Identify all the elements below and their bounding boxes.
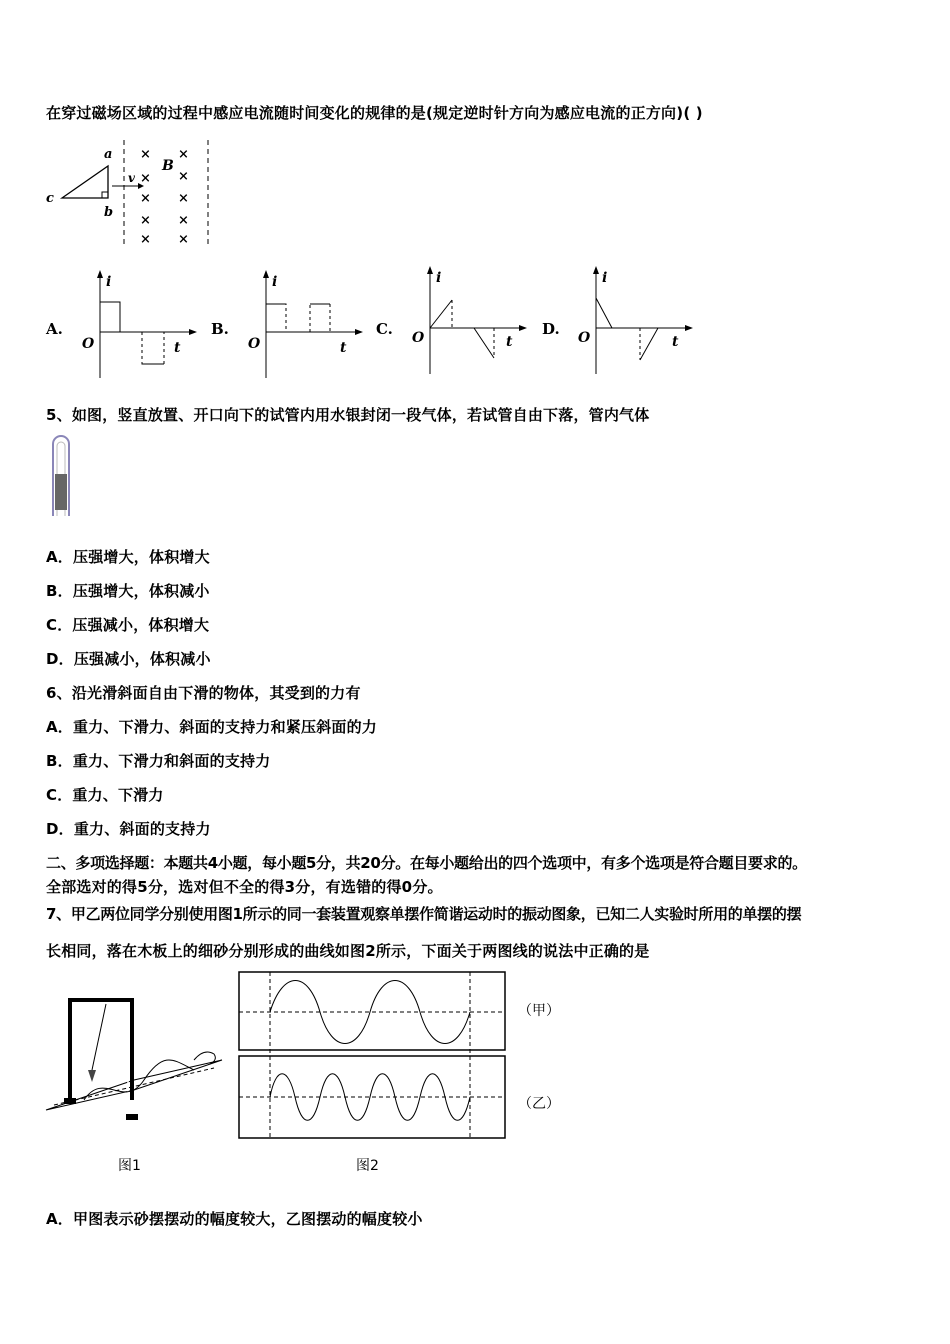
- q5-option-d: D．压强减小，体积减小: [46, 650, 211, 668]
- q4-stem: 在穿过磁场区域的过程中感应电流随时间变化的规律的是(规定逆时针方向为感应电流的正方向)( ): [46, 104, 703, 122]
- q6-option-c: C．重力、下滑力: [46, 786, 164, 804]
- fig2-caption: 图2: [356, 1158, 379, 1174]
- svg-text:c: c: [46, 191, 54, 206]
- svg-text:×: ×: [178, 232, 189, 247]
- svg-text:×: ×: [140, 232, 151, 247]
- svg-text:×: ×: [178, 147, 189, 162]
- q6-option-a: A．重力、下滑力、斜面的支持力和紧压斜面的力: [46, 718, 378, 736]
- svg-text:i: i: [436, 270, 442, 286]
- q5-option-b: B．压强增大，体积减小: [46, 582, 210, 600]
- q4-magnetic-field-diagram: [40, 138, 220, 250]
- svg-text:×: ×: [178, 213, 189, 228]
- q5-option-c: C．压强减小，体积增大: [46, 616, 210, 634]
- pendulum-apparatus-figure: [44, 990, 224, 1130]
- svg-text:O: O: [248, 336, 261, 352]
- q6-option-b: B．重力、下滑力和斜面的支持力: [46, 752, 271, 770]
- q7-stem-line1: 7、甲乙两位同学分别使用图1所示的同一套装置观察单摆作简谐运动时的振动图象，已知二人实验时所用的单摆的摆: [46, 905, 802, 923]
- test-tube-figure: [50, 434, 72, 518]
- svg-text:O: O: [412, 330, 425, 346]
- q7-stem-line2: 长相同，落在木板上的细砂分别形成的曲线如图2所示，下面关于两图线的说法中正确的是: [46, 942, 650, 960]
- graph-d: [572, 266, 697, 378]
- svg-text:O: O: [578, 330, 591, 346]
- q5-option-a: A．压强增大，体积增大: [46, 548, 210, 566]
- section2-line1: 二、多项选择题：本题共4小题，每小题5分，共20分。在每小题给出的四个选项中，有多个选项是符合题目要求的。: [46, 854, 807, 872]
- section2-line2: 全部选对的得5分，选对但不全的得3分，有选错的得0分。: [46, 878, 443, 896]
- svg-text:b: b: [104, 205, 114, 220]
- q6-option-d: D．重力、斜面的支持力: [46, 820, 211, 838]
- graph-c: [406, 266, 531, 378]
- svg-text:i: i: [106, 274, 112, 290]
- svg-text:×: ×: [140, 147, 151, 162]
- option-c-label: C.: [376, 320, 393, 338]
- svg-text:×: ×: [140, 213, 151, 228]
- svg-text:×: ×: [140, 171, 151, 186]
- svg-text:t: t: [672, 334, 679, 350]
- fig1-caption: 图1: [118, 1158, 141, 1174]
- svg-text:t: t: [506, 334, 513, 350]
- svg-text:t: t: [174, 340, 181, 356]
- svg-text:v: v: [128, 171, 135, 185]
- svg-text:×: ×: [178, 169, 189, 184]
- graph-b: [242, 270, 367, 382]
- q5-stem: 5、如图，竖直放置、开口向下的试管内用水银封闭一段气体，若试管自由下落，管内气体: [46, 406, 650, 424]
- svg-text:t: t: [340, 340, 347, 356]
- svg-text:a: a: [104, 147, 113, 162]
- option-d-label: D.: [542, 320, 560, 338]
- svg-text:×: ×: [178, 191, 189, 206]
- svg-text:B: B: [162, 158, 174, 174]
- q7-option-a: A．甲图表示砂摆摆动的幅度较大，乙图摆动的幅度较小: [46, 1210, 423, 1228]
- svg-text:×: ×: [140, 191, 151, 206]
- svg-text:i: i: [272, 274, 278, 290]
- yi-label: （乙）: [518, 1096, 560, 1112]
- option-a-label: A.: [46, 320, 63, 338]
- option-b-label: B.: [211, 320, 229, 338]
- q6-stem: 6、沿光滑斜面自由下滑的物体，其受到的力有: [46, 684, 361, 702]
- graph-a: [76, 270, 201, 382]
- jia-label: （甲）: [518, 1003, 560, 1019]
- svg-text:O: O: [82, 336, 95, 352]
- svg-text:i: i: [602, 270, 608, 286]
- fig2-sand-curves: [238, 970, 508, 1142]
